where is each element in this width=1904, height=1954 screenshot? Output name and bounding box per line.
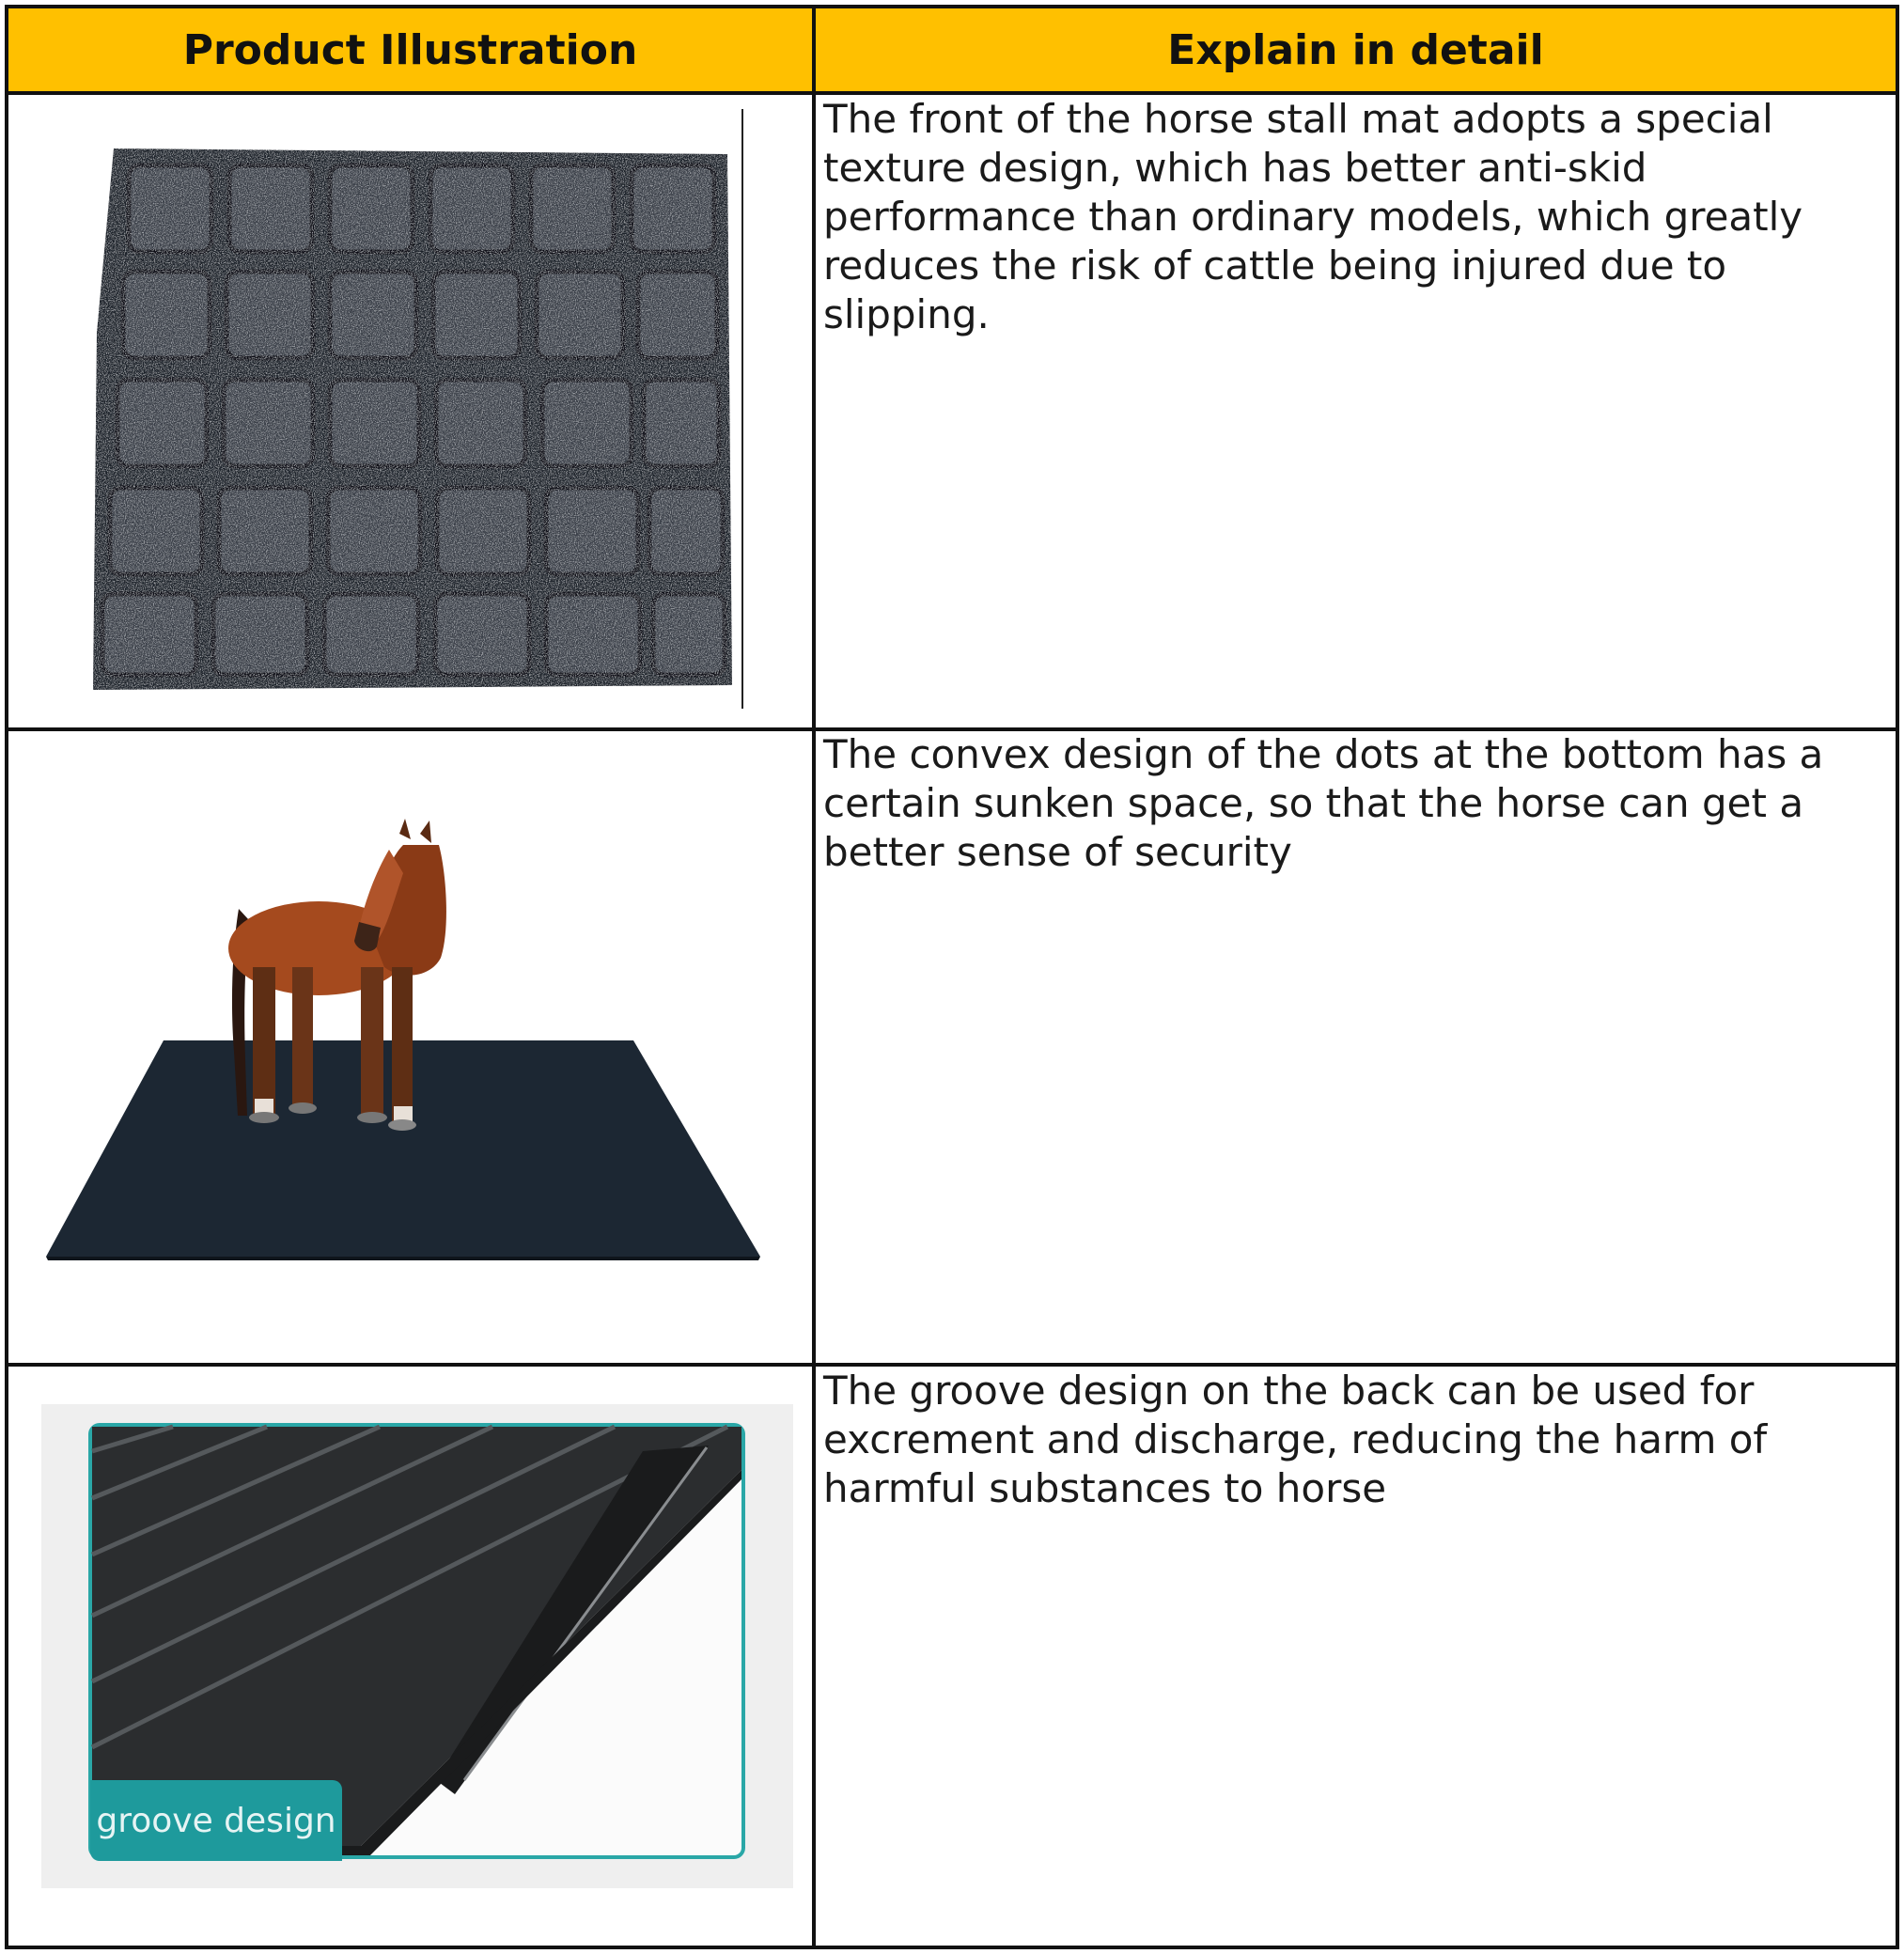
grooved-mat-image — [41, 1404, 793, 1888]
row-1-description: The front of the horse stall mat adopts a special texture design, which has better anti-skid performance than ordinary models, which greatly reduces the risk of cattle being injured due to slipping. — [823, 96, 1803, 337]
column-divider — [812, 8, 816, 1946]
row-2-description: The convex design of the dots at the bottom has a certain sunken space, so that the horse can get a better sense of security — [823, 731, 1824, 875]
groove-design-label: groove design — [96, 1801, 336, 1840]
horse-on-mat-image — [37, 817, 770, 1296]
product-table — [5, 5, 1899, 1949]
textured-mat-image — [74, 107, 751, 709]
header-product-illustration: Product Illustration — [182, 25, 638, 74]
groove-design-label-badge — [90, 1780, 342, 1861]
row-3-description: The groove design on the back can be used for excrement and discharge, reducing the harm of harmful substances to horse — [823, 1368, 1768, 1511]
header-explain-in-detail: Explain in detail — [1167, 25, 1544, 74]
